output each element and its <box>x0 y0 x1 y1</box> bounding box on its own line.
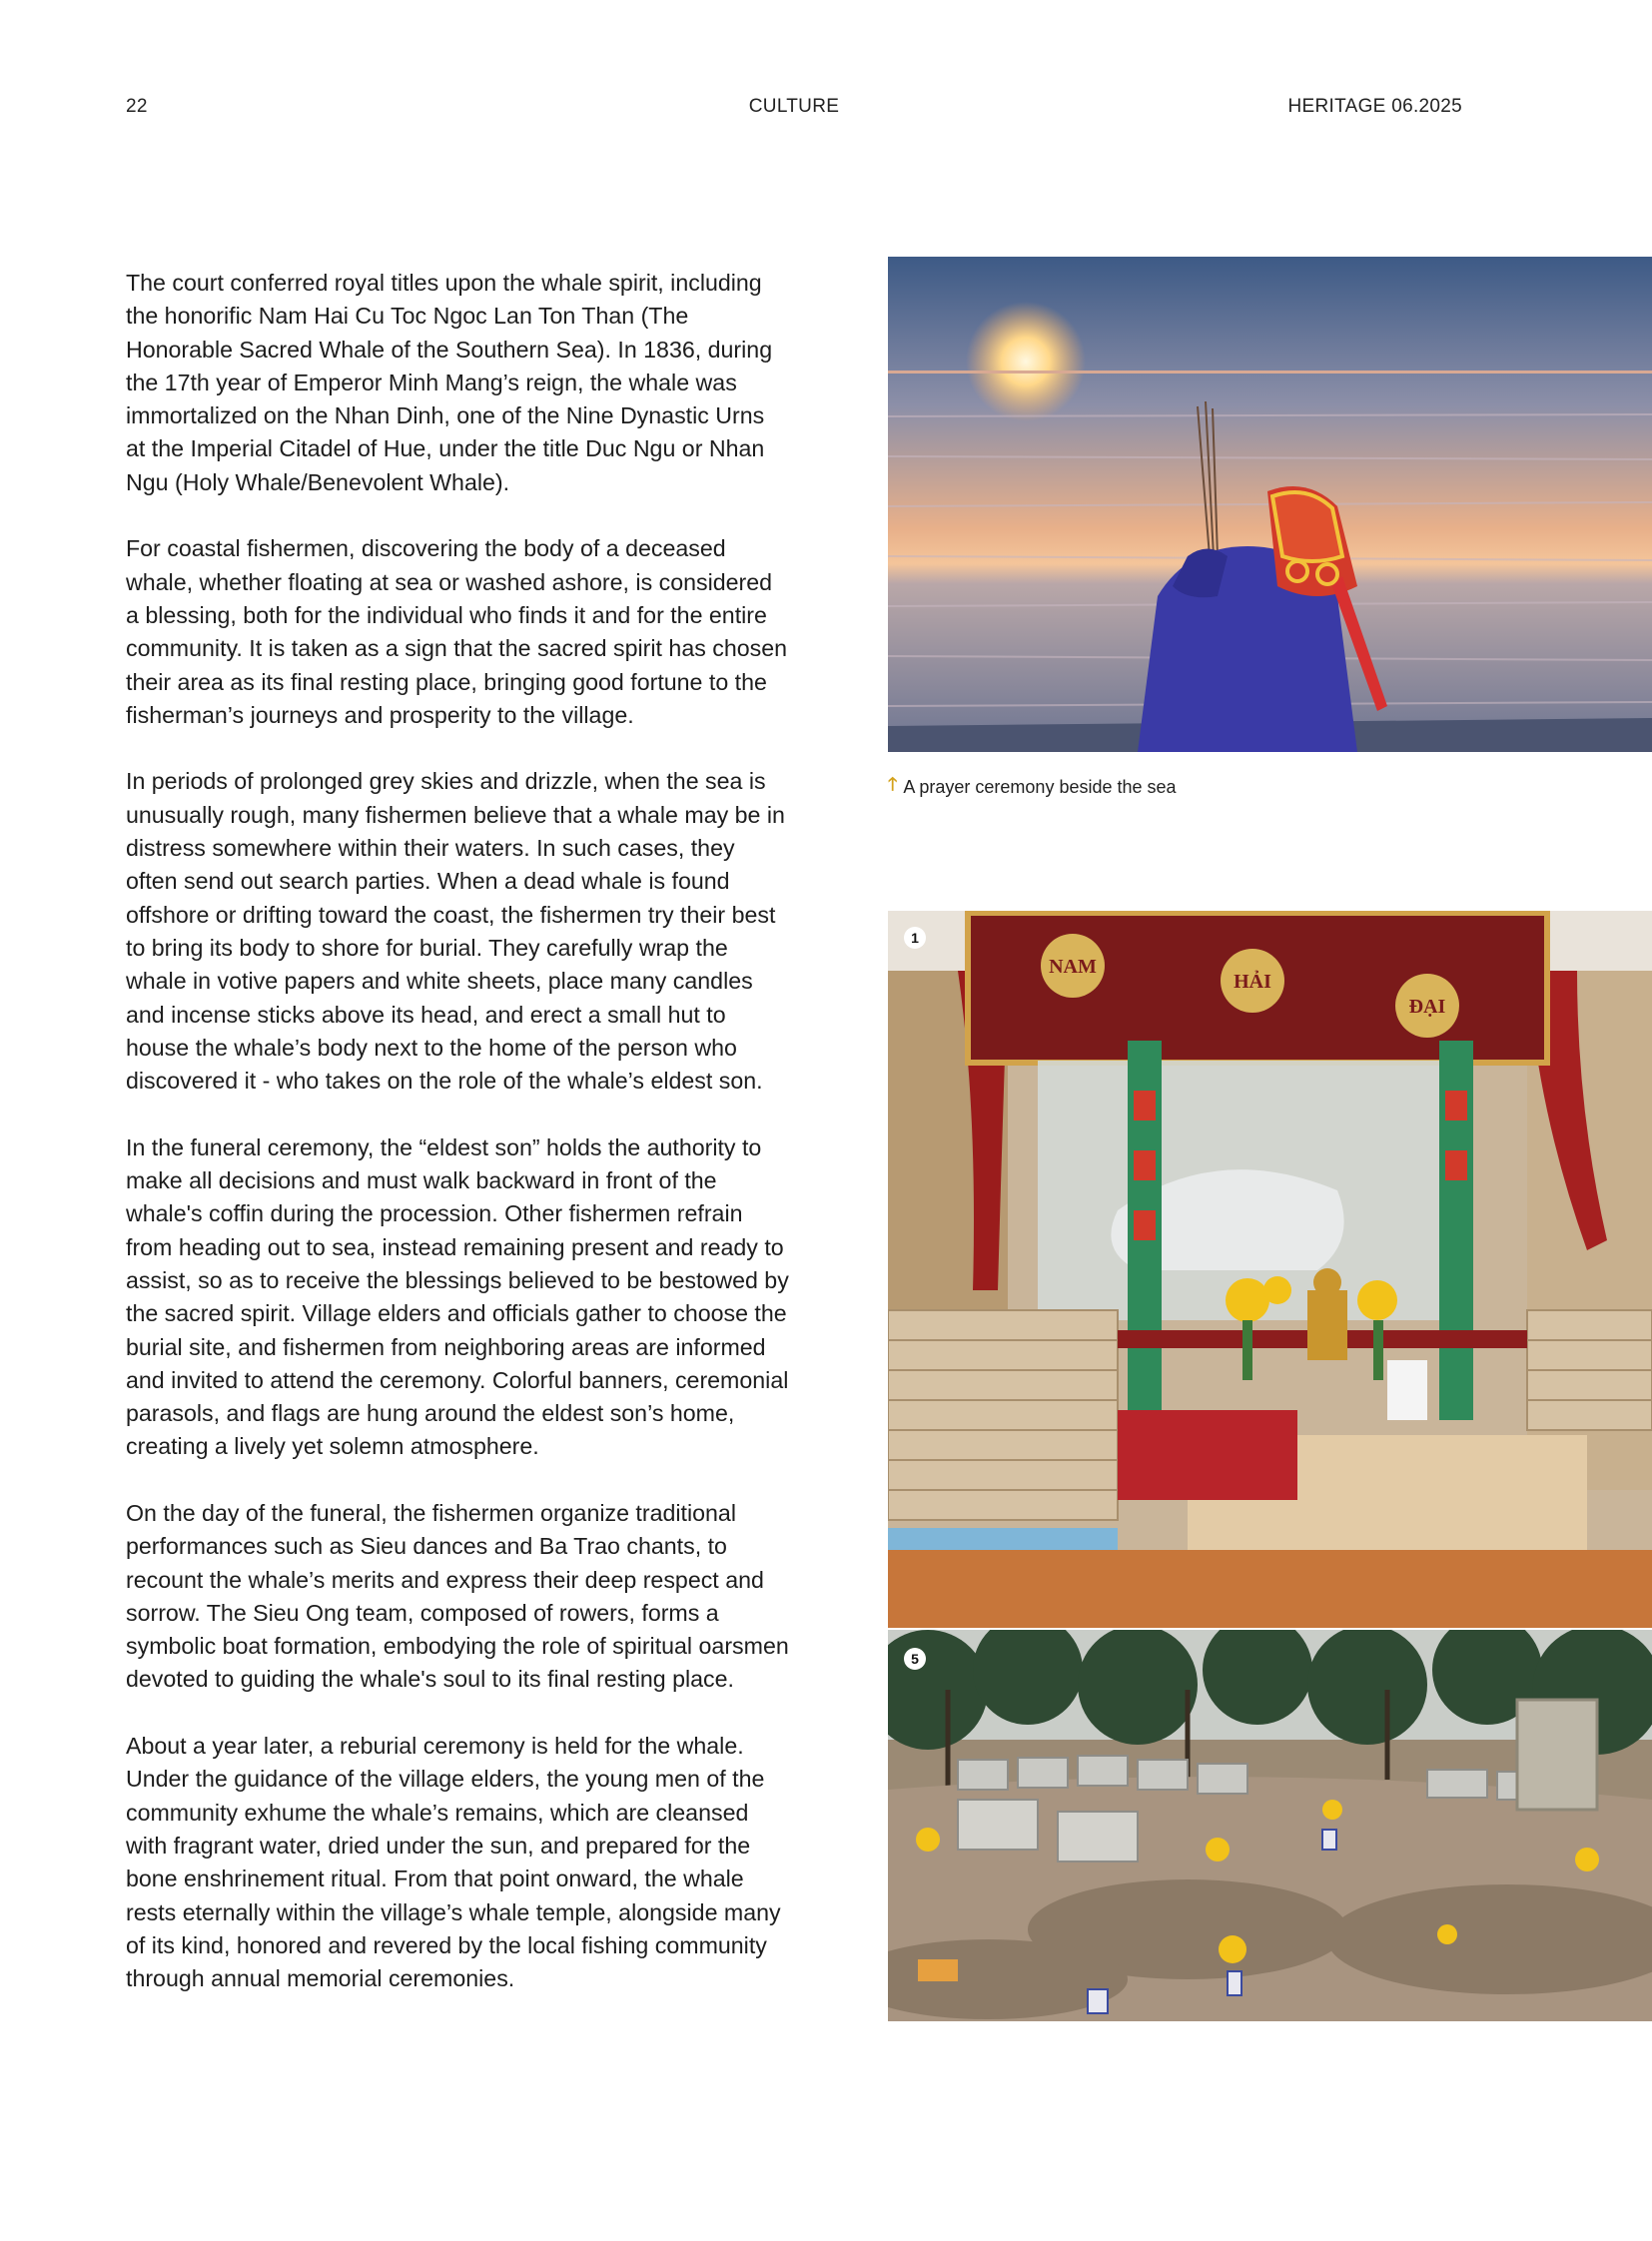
paragraph: For coastal fishermen, discovering the body of a deceased whale, whether floating at sea or washed ashore, is considered a blessing, both for the individual who finds it and for the entire community. It is taken as a sign that the sacred spirit has chosen their area as its final resting place, bringing good fortune to the fisherman’s journeys and prosperity to the village. <box>126 535 788 728</box>
photo-badge-1: 1 <box>904 927 926 949</box>
paragraph: About a year later, a reburial ceremony is held for the whale. Under the guidance of the village elders, the young men of the community exhume the whale’s remains, which are cleansed with fragrant water, dried under the sun, and prepared for the bone enshrinement ritual. From that point onward, the whale rests eternally within the village’s whale temple, alongside many of its kind, honored and revered by the local fishing community through annual memorial ceremonies. <box>126 1733 781 1992</box>
page-number: 22 <box>126 96 148 117</box>
caption-arrow-icon: 🡑 <box>888 774 898 794</box>
article-body <box>126 267 790 2029</box>
banner-char-hai: HẢI <box>1234 971 1271 993</box>
issue-label: HERITAGE 06.2025 <box>1287 96 1462 117</box>
paragraph: In the funeral ceremony, the “eldest son” holds the authority to make all decisions and must walk backward in front of the whale's coffin during the procession. Other fishermen refrain from heading out to sea, instead remaining present and ready to assist, so as to receive the blessings believed to be bestowed by the sacred spirit. Village elders and officials gather to choose the burial site, and fishermen from neighboring areas are informed and invited to attend the ceremony. Colorful banners, ceremonial parasols, and flags are hung around the eldest son’s home, creating a lively yet solemn atmosphere. <box>126 1133 789 1460</box>
paragraph: The court conferred royal titles upon the whale spirit, including the honorific Nam Hai Cu Toc Ngoc Lan Ton Than (The Honorable Sacred Whale of the Southern Sea). In 1836, during the 17th year of Emperor Minh Mang’s reign, the whale was immortalized on the Nhan Dinh, one of the Nine Dynastic Urns at the Imperial Citadel of Hue, under the title Duc Ngu or Nhan Ngu (Holy Whale/Benevolent Whale). <box>126 270 773 495</box>
photo-whale-temple-altar <box>888 911 1652 1628</box>
photo-prayer-ceremony <box>888 257 1652 752</box>
section-label: CULTURE <box>748 96 840 117</box>
caption-text: A prayer ceremony beside the sea <box>903 776 1177 797</box>
banner-char-nam: NAM <box>1049 956 1097 978</box>
paragraph: In periods of prolonged grey skies and drizzle, when the sea is unusually rough, many fishermen believe that a whale may be in distress somewhere within their waters. In such cases, they often send out search parties. When a dead whale is found offshore or drifting toward the coast, the fishermen try their best to bring its body to shore for burial. They carefully wrap the whale in votive papers and white sheets, place many candles and incense sticks above its head, and erect a small hut to house the whale’s body next to the home of the person who discovered it - who takes on the role of the whale’s eldest son. <box>126 768 785 1095</box>
paragraph: On the day of the funeral, the fishermen organize traditional performances such as Sieu dances and Ba Trao chants, to recount the whale’s merits and express their deep respect and sorrow. The Sieu Ong team, composed of rowers, forms a symbolic boat formation, embodying the role of spiritual oarsmen devoted to guiding the whale's soul to its final resting place. <box>126 1499 789 1693</box>
photo-caption <box>888 772 1177 802</box>
photo-whale-tombs <box>888 1630 1652 2021</box>
banner-char-dai: ĐẠI <box>1408 996 1446 1018</box>
photo-badge-5: 5 <box>904 1648 926 1670</box>
